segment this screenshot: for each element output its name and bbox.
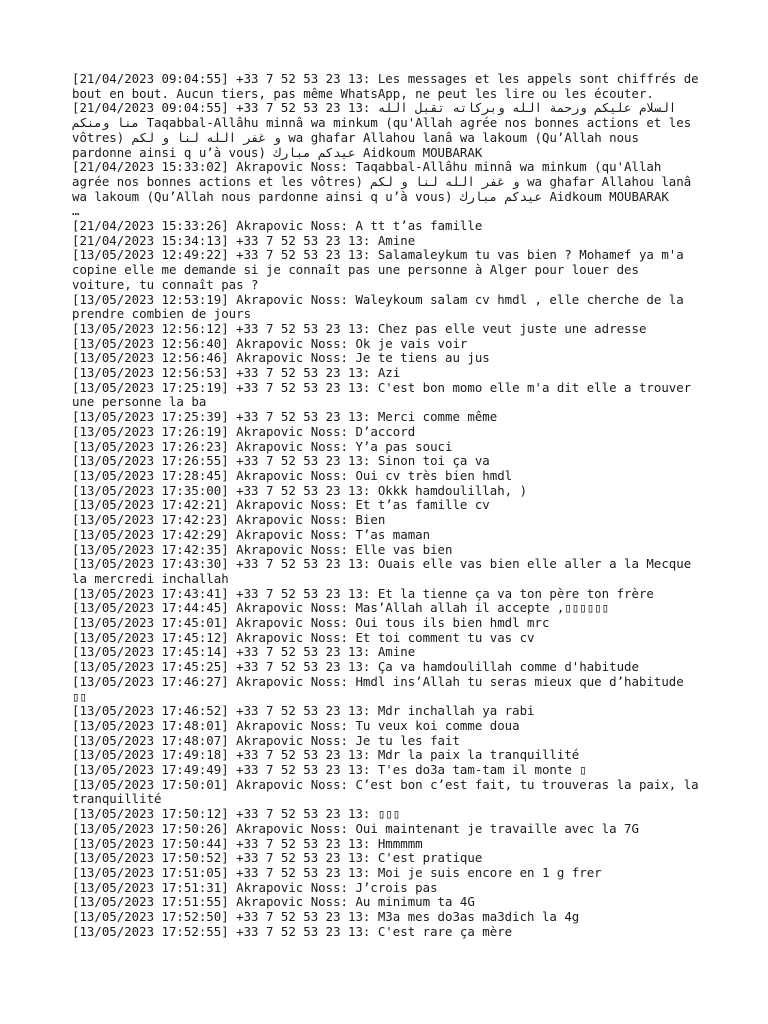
- chat-message-line: [13/05/2023 17:51:31] Akrapovic Noss: J’crois pas: [72, 879, 438, 895]
- chat-message-line: [13/05/2023 17:49:18] +33 7 52 53 23 13: Mdr la paix la tranquillité: [72, 747, 580, 763]
- chat-message-line: [13/05/2023 12:56:40] Akrapovic Noss: Ok je vais voir: [72, 335, 468, 351]
- chat-message-line: [13/05/2023 17:48:07] Akrapovic Noss: Je tu les fait: [72, 732, 460, 748]
- chat-message-line: [13/05/2023 12:53:19] Akrapovic Noss: Waleykoum salam cv hmdl , elle cherche de la prendre combien de jours: [72, 291, 692, 322]
- chat-message-line: [13/05/2023 12:49:22] +33 7 52 53 23 13: Salamaleykum tu vas bien ? Mohamef ya m'a copine elle me demande si je connaît pas une personne à Alger pour louer des voiture, tu connaît pas ?: [72, 247, 692, 292]
- chat-message-line: [13/05/2023 17:48:01] Akrapovic Noss: Tu veux koi comme doua: [72, 717, 520, 733]
- chat-message-line: [13/05/2023 17:45:12] Akrapovic Noss: Et toi comment tu vas cv: [72, 629, 535, 645]
- chat-message-line: [13/05/2023 12:56:12] +33 7 52 53 23 13: Chez pas elle veut juste une adresse: [72, 320, 647, 336]
- chat-message-line: [13/05/2023 17:46:52] +33 7 52 53 23 13: Mdr inchallah ya rabi: [72, 703, 535, 719]
- chat-message-line: [21/04/2023 15:33:26] Akrapovic Noss: A tt t’as famille: [72, 218, 483, 234]
- chat-message-line: [13/05/2023 17:44:45] Akrapovic Noss: Mas’Allah allah il accepte ,▯▯▯▯▯▯: [72, 600, 610, 616]
- chat-message-line: [13/05/2023 17:50:01] Akrapovic Noss: C’est bon c’est fait, tu trouveras la paix, la tranquillité: [72, 776, 707, 807]
- chat-message-line: [13/05/2023 12:56:46] Akrapovic Noss: Je te tiens au jus: [72, 350, 490, 366]
- chat-message-line: [13/05/2023 17:45:25] +33 7 52 53 23 13: Ça va hamdoulillah comme d'habitude: [72, 659, 639, 675]
- chat-message-line: [13/05/2023 17:50:44] +33 7 52 53 23 13: Hmmmmm: [72, 835, 423, 851]
- chat-message-line: [13/05/2023 17:45:14] +33 7 52 53 23 13: Amine: [72, 644, 416, 660]
- chat-message-line: [13/05/2023 17:25:19] +33 7 52 53 23 13: C'est bon momo elle m'a dit elle a trouver une personne la ba: [72, 379, 699, 410]
- chat-message-line: [21/04/2023 15:33:02] Akrapovic Noss: Taqabbal-Allâhu minnâ wa minkum (qu'Allah agrée nos bonnes actions et les vôtres) و غفر الله لنا و لكم wa ghafar Allahou lanâ wa lakoum (Qu’Allah nous pardonne ainsi q u’à vous) عيدكم مبارك Aidkoum MOUBARAK: [72, 159, 699, 204]
- chat-message-line: [13/05/2023 17:42:23] Akrapovic Noss: Bien: [72, 512, 386, 528]
- chat-message-line: [13/05/2023 17:51:05] +33 7 52 53 23 13: Moi je suis encore en 1 g frer: [72, 864, 602, 880]
- chat-message-line: [13/05/2023 17:51:55] Akrapovic Noss: Au minimum ta 4G: [72, 894, 475, 910]
- chat-message-line: [21/04/2023 09:04:55] +33 7 52 53 23 13: السلام عليكم ورحمة الله وبركاته تقبل الله منا ومنكم Taqabbal-Allâhu minnâ wa minkum (qu'Allah agrée nos bonnes actions et les vôtres) و غفر الله لنا و لكم wa ghafar Allahou lanâ wa lakoum (Qu’Allah nous pardonne ainsi q u’à vous) عيدكم مبارك Aidkoum MOUBARAK: [72, 100, 699, 160]
- chat-message-line: [13/05/2023 17:45:01] Akrapovic Noss: Oui tous ils bien hmdl mrc: [72, 615, 550, 631]
- chat-message-line: [13/05/2023 17:42:35] Akrapovic Noss: Elle vas bien: [72, 541, 453, 557]
- chat-message-line: [13/05/2023 17:49:49] +33 7 52 53 23 13: T'es do3a tam-tam il monte ▯: [72, 762, 587, 778]
- chat-message-line: [13/05/2023 17:42:29] Akrapovic Noss: T’as maman: [72, 526, 431, 542]
- chat-message-line: [13/05/2023 12:56:53] +33 7 52 53 23 13: Azi: [72, 365, 401, 381]
- chat-transcript: [72, 71, 707, 939]
- chat-message-line: [13/05/2023 17:50:12] +33 7 52 53 23 13: ▯▯▯: [72, 806, 401, 822]
- chat-message-line: …: [72, 203, 80, 219]
- chat-message-line: [13/05/2023 17:50:26] Akrapovic Noss: Oui maintenant je travaille avec la 7G: [72, 820, 639, 836]
- chat-message-line: [13/05/2023 17:26:55] +33 7 52 53 23 13: Sinon toi ça va: [72, 453, 490, 469]
- chat-message-line: [13/05/2023 17:50:52] +33 7 52 53 23 13: C'est pratique: [72, 850, 483, 866]
- chat-message-line: [13/05/2023 17:42:21] Akrapovic Noss: Et t’as famille cv: [72, 497, 490, 513]
- chat-message-line: [13/05/2023 17:43:41] +33 7 52 53 23 13: Et la tienne ça va ton père ton frère: [72, 585, 654, 601]
- chat-message-line: [13/05/2023 17:46:27] Akrapovic Noss: Hmdl ins’Allah tu seras mieux que d’habitude ▯▯: [72, 673, 692, 704]
- chat-message-line: [13/05/2023 17:52:55] +33 7 52 53 23 13: C'est rare ça mère: [72, 923, 513, 939]
- chat-message-line: [13/05/2023 17:28:45] Akrapovic Noss: Oui cv très bien hmdl: [72, 467, 513, 483]
- chat-message-line: [13/05/2023 17:26:19] Akrapovic Noss: D’accord: [72, 423, 416, 439]
- chat-message-line: [13/05/2023 17:25:39] +33 7 52 53 23 13: Merci comme même: [72, 409, 498, 425]
- chat-message-line: [13/05/2023 17:43:30] +33 7 52 53 23 13: Ouais elle vas bien elle aller a la Mecque la mercredi inchallah: [72, 556, 699, 586]
- chat-message-line: [13/05/2023 17:52:50] +33 7 52 53 23 13: M3a mes do3as ma3dich la 4g: [72, 909, 580, 925]
- chat-message-line: [13/05/2023 17:35:00] +33 7 52 53 23 13: Okkk hamdoulillah, ): [72, 482, 528, 498]
- chat-message-line: [13/05/2023 17:26:23] Akrapovic Noss: Y’a pas souci: [72, 438, 453, 454]
- chat-message-line: [21/04/2023 15:34:13] +33 7 52 53 23 13: Amine: [72, 232, 416, 248]
- chat-message-line: [21/04/2023 09:04:55] +33 7 52 53 23 13: Les messages et les appels sont chiffrés de bout en bout. Aucun tiers, pas même WhatsApp, ne peut les lire ou les écouter.: [72, 71, 707, 101]
